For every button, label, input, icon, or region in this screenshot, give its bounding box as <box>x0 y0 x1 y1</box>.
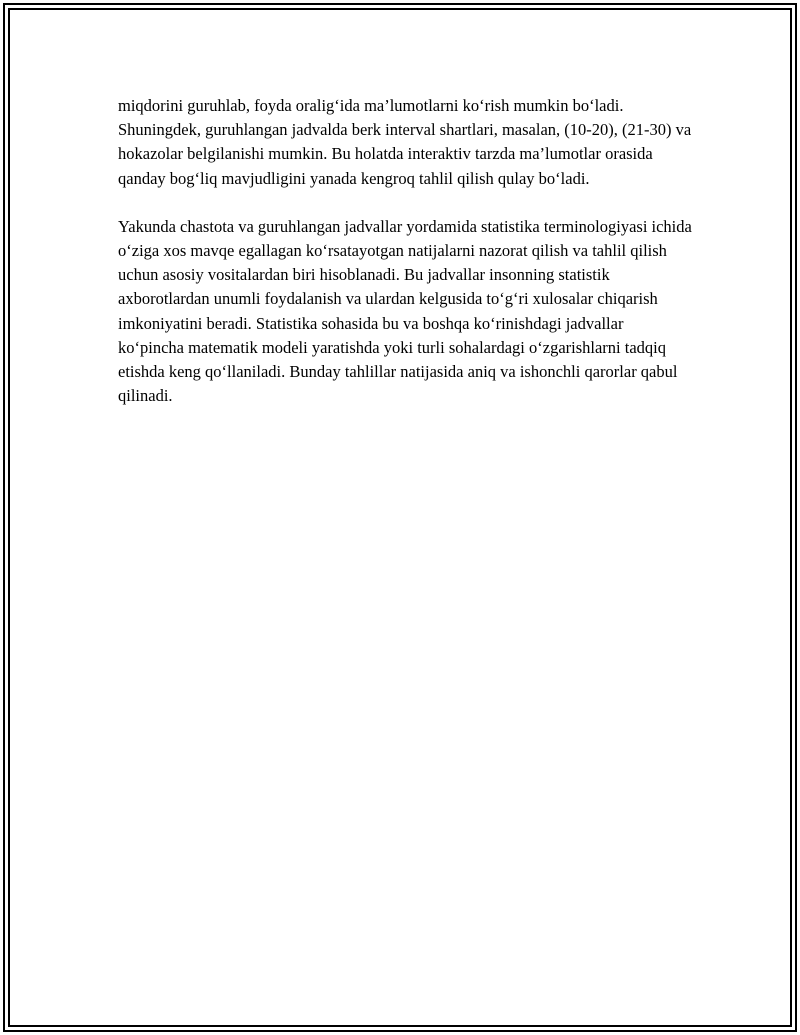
document-body <box>118 94 693 408</box>
paragraph-2: Yakunda chastota va guruhlangan jadvallar yordamida statistika terminologiyasi ichida o‘ziga xos mavqe egallagan ko‘rsatayotgan natijalarni nazorat qilish va tahlil qilish uchun asosiy vositalardan biri hisoblanadi. Bu jadvallar insonning statistik axborotlardan unumli foydalanish va ulardan kelgusida to‘g‘ri xulosalar chiqarish imkoniyatini beradi. Statistika sohasida bu va boshqa ko‘rinishdagi jadvallar ko‘pincha matematik modeli yaratishda yoki turli sohalardagi o‘zgarishlarni tadqiq etishda keng qo‘llaniladi. Bunday tahlillar natijasida aniq va ishonchli qarorlar qabul qilinadi. <box>118 216 692 406</box>
paragraph-1: miqdorini guruhlab, foyda oralig‘ida ma’lumotlarni ko‘rish mumkin bo‘ladi. Shuningdek, guruhlangan jadvalda berk interval shartlari, masalan, (10-20), (21-30) va hokazolar belgilanishi mumkin. Bu holatda interaktiv tarzda ma’lumotlar orasida qanday bog‘liq mavjudligini yanada kengroq tahlil qilish qulay bo‘ladi. <box>118 96 692 188</box>
